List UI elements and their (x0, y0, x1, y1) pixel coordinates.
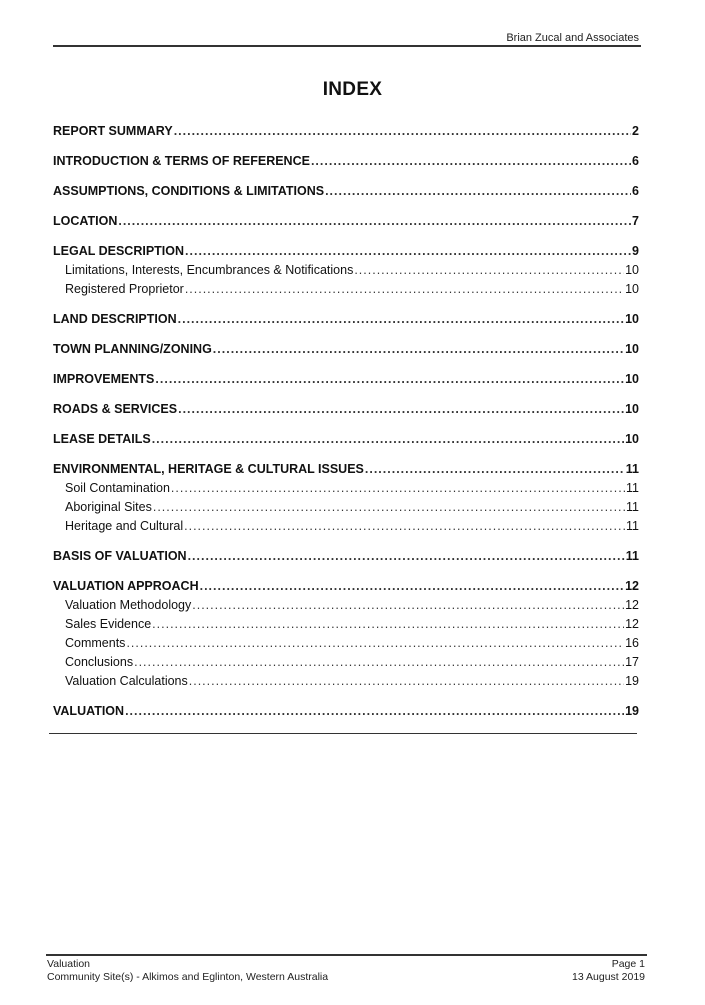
toc-entry-label: IMPROVEMENTS (53, 372, 155, 386)
dot-leader (171, 479, 625, 498)
toc-entry-label: ROADS & SERVICES (53, 402, 178, 416)
page-footer (47, 958, 645, 984)
toc-entry (53, 212, 639, 231)
toc-subentry (53, 596, 639, 615)
toc-entry (53, 400, 639, 419)
dot-leader (118, 212, 631, 231)
footer-doc-type: Valuation (47, 958, 91, 970)
toc-end-rule (49, 733, 637, 734)
toc-entry (53, 182, 639, 201)
dot-leader (126, 634, 624, 653)
toc-entry-page-number: 7 (632, 214, 639, 228)
toc-entry-label: ENVIRONMENTAL, HERITAGE & CULTURAL ISSUES (53, 462, 364, 476)
toc-entry-label: VALUATION APPROACH (53, 579, 199, 593)
toc-entry (53, 152, 639, 171)
toc-subentry-page-number: 11 (626, 519, 639, 533)
footer-date: 13 August 2019 (572, 971, 645, 983)
dot-leader (185, 242, 631, 261)
dot-leader (153, 498, 625, 517)
toc-entry-label: LOCATION (53, 214, 118, 228)
toc-entry-page-number: 10 (625, 402, 639, 416)
toc-entry-page-number: 10 (625, 432, 639, 446)
toc-entry-page-number: 10 (625, 372, 639, 386)
toc-entry (53, 547, 639, 566)
toc-subentry-page-number: 19 (625, 674, 639, 688)
toc-entry (53, 310, 639, 329)
toc-entry (53, 577, 639, 596)
dot-leader (185, 280, 624, 299)
dot-leader (189, 672, 624, 691)
toc-entry-page-number: 9 (632, 244, 639, 258)
toc-subentry-page-number: 10 (625, 263, 639, 277)
toc-subentry-label: Conclusions (65, 655, 134, 669)
toc-entry-label: ASSUMPTIONS, CONDITIONS & LIMITATIONS (53, 184, 325, 198)
toc-subentry-page-number: 11 (626, 481, 639, 495)
toc-entry-page-number: 6 (632, 184, 639, 198)
dot-leader (188, 547, 625, 566)
table-of-contents (53, 122, 639, 721)
toc-subentry (53, 261, 639, 280)
toc-entry (53, 340, 639, 359)
footer-rule (46, 954, 647, 956)
toc-entry-label: TOWN PLANNING/ZONING (53, 342, 212, 356)
dot-leader (178, 310, 624, 329)
dot-leader (125, 702, 624, 721)
toc-subentry-page-number: 17 (625, 655, 639, 669)
toc-entry (53, 370, 639, 389)
toc-entry-page-number: 10 (625, 312, 639, 326)
dot-leader (354, 261, 624, 280)
dot-leader (213, 340, 624, 359)
toc-entry-label: LAND DESCRIPTION (53, 312, 177, 326)
toc-entry-page-number: 10 (625, 342, 639, 356)
dot-leader (152, 615, 624, 634)
dot-leader (155, 370, 624, 389)
toc-entry-label: LEASE DETAILS (53, 432, 151, 446)
header-firm-name: Brian Zucal and Associates (506, 32, 639, 44)
dot-leader (174, 122, 631, 141)
toc-entry-label: BASIS OF VALUATION (53, 549, 187, 563)
toc-subentry (53, 498, 639, 517)
dot-leader (184, 517, 625, 536)
toc-subentry-label: Heritage and Cultural (65, 519, 184, 533)
footer-page-label: Page 1 (611, 958, 645, 970)
dot-leader (134, 653, 624, 672)
dot-leader (365, 460, 625, 479)
toc-subentry (53, 280, 639, 299)
toc-entry-page-number: 2 (632, 124, 639, 138)
toc-entry (53, 122, 639, 141)
footer-subject: Community Site(s) - Alkimos and Eglinton, Western Australia (47, 971, 329, 983)
dot-leader (152, 430, 624, 449)
toc-subentry-label: Valuation Methodology (65, 598, 192, 612)
page-title: INDEX (322, 79, 383, 100)
toc-entry-label: REPORT SUMMARY (53, 124, 173, 138)
toc-subentry (53, 479, 639, 498)
toc-entry-page-number: 11 (625, 462, 639, 476)
toc-subentry (53, 653, 639, 672)
header-rule (53, 45, 641, 47)
toc-subentry-page-number: 12 (625, 598, 639, 612)
dot-leader (200, 577, 624, 596)
dot-leader (311, 152, 631, 171)
toc-subentry-label: Registered Proprietor (65, 282, 184, 296)
dot-leader (178, 400, 624, 419)
toc-entry-label: INTRODUCTION & TERMS OF REFERENCE (53, 154, 310, 168)
toc-entry (53, 242, 639, 261)
toc-subentry-label: Aboriginal Sites (65, 500, 152, 514)
toc-entry (53, 702, 639, 721)
toc-subentry (53, 615, 639, 634)
toc-subentry-label: Valuation Calculations (65, 674, 188, 688)
toc-subentry-label: Sales Evidence (65, 617, 152, 631)
toc-subentry-label: Soil Contamination (65, 481, 170, 495)
toc-entry-label: LEGAL DESCRIPTION (53, 244, 185, 258)
toc-subentry (53, 672, 639, 691)
toc-entry (53, 430, 639, 449)
toc-subentry-page-number: 10 (625, 282, 639, 296)
dot-leader (192, 596, 624, 615)
toc-entry-page-number: 11 (625, 549, 639, 563)
toc-entry-page-number: 6 (632, 154, 639, 168)
toc-entry-page-number: 12 (625, 579, 639, 593)
toc-subentry-label: Limitations, Interests, Encumbrances & Notifications (65, 263, 354, 277)
toc-subentry (53, 634, 639, 653)
toc-entry (53, 460, 639, 479)
toc-entry-page-number: 19 (625, 704, 639, 718)
toc-subentry-label: Comments (65, 636, 126, 650)
toc-entry-label: VALUATION (53, 704, 125, 718)
toc-subentry-page-number: 16 (625, 636, 639, 650)
toc-subentry-page-number: 12 (625, 617, 639, 631)
toc-subentry (53, 517, 639, 536)
toc-subentry-page-number: 11 (626, 500, 639, 514)
dot-leader (325, 182, 631, 201)
